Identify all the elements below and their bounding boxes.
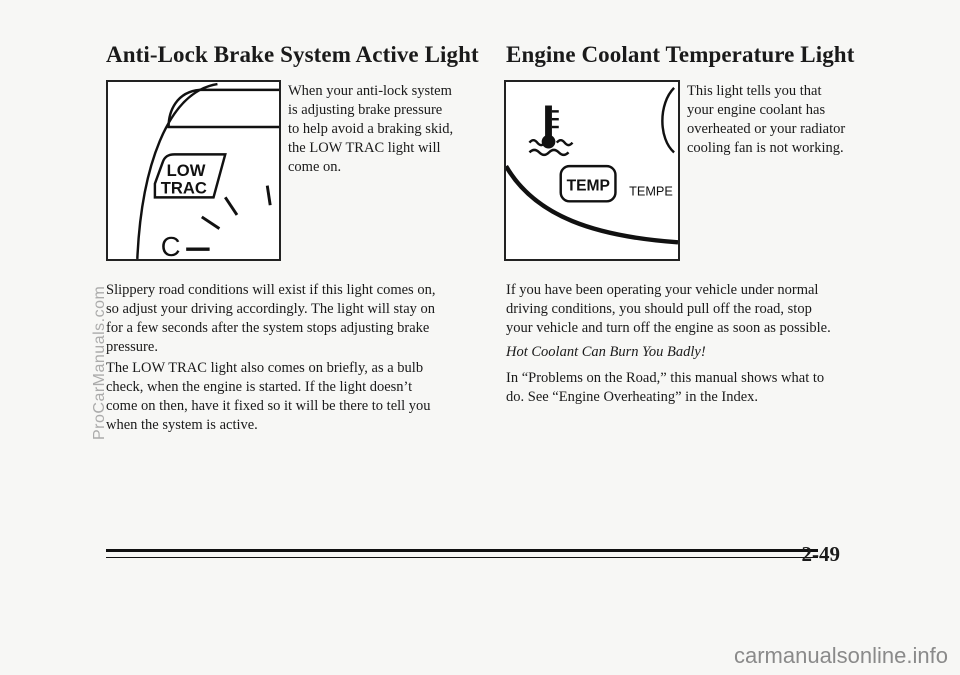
abs-active-light-heading: Anti-Lock Brake System Active Light [106,42,479,67]
footer-rule-thin [106,557,818,558]
low-trac-illustration [106,80,281,261]
side-watermark: ProCarManuals.com [91,285,108,440]
gauge-temp-label: TEMPE [629,184,673,199]
page-number: 2-49 [801,542,840,566]
gauge-cold-mark: C [160,231,181,259]
thermometer-icon [529,106,572,155]
coolant-paragraph-2: In “Problems on the Road,” this manual shows what to do. See “Engine Overheating” in the Index. [506,370,825,405]
gauge-tick [225,197,237,215]
gauge-tick [267,186,270,206]
coolant-intro-text: This light tells you that your engine coolant has overheated or your radiator cooling fan is not working. [687,83,846,156]
gauge-tick [202,217,220,229]
bottom-watermark: carmanualsonline.info [733,643,948,668]
abs-paragraph-1: Slippery road conditions will exist if this light comes on, so adjust your driving accordingly. The light will stay on for a few seconds after the system stops adjusting brake pressure. [106,282,436,355]
coolant-temp-light-heading: Engine Coolant Temperature Light [506,42,855,67]
coolant-temp-illustration [504,80,680,261]
low-trac-label-line2: TRAC [160,178,207,198]
footer-rule-thick [106,549,818,552]
abs-paragraph-2: The LOW TRAC light also comes on briefly, as a bulb check, when the engine is started. If the light doesn’t come on then, have it fixed so it will be there to tell you when the system is active. [106,360,431,433]
temp-badge-label: TEMP [566,177,610,195]
hot-coolant-warning: Hot Coolant Can Burn You Badly! [506,344,706,360]
coolant-paragraph-1: If you have been operating your vehicle under normal driving conditions, you should pull off the road, stop your vehicle and turn off the engine as soon as possible. [506,282,831,336]
low-trac-label-line1: LOW [166,160,206,180]
abs-intro-text: When your anti-lock system is adjusting brake pressure to help avoid a braking skid, the LOW TRAC light will come on. [288,83,454,175]
